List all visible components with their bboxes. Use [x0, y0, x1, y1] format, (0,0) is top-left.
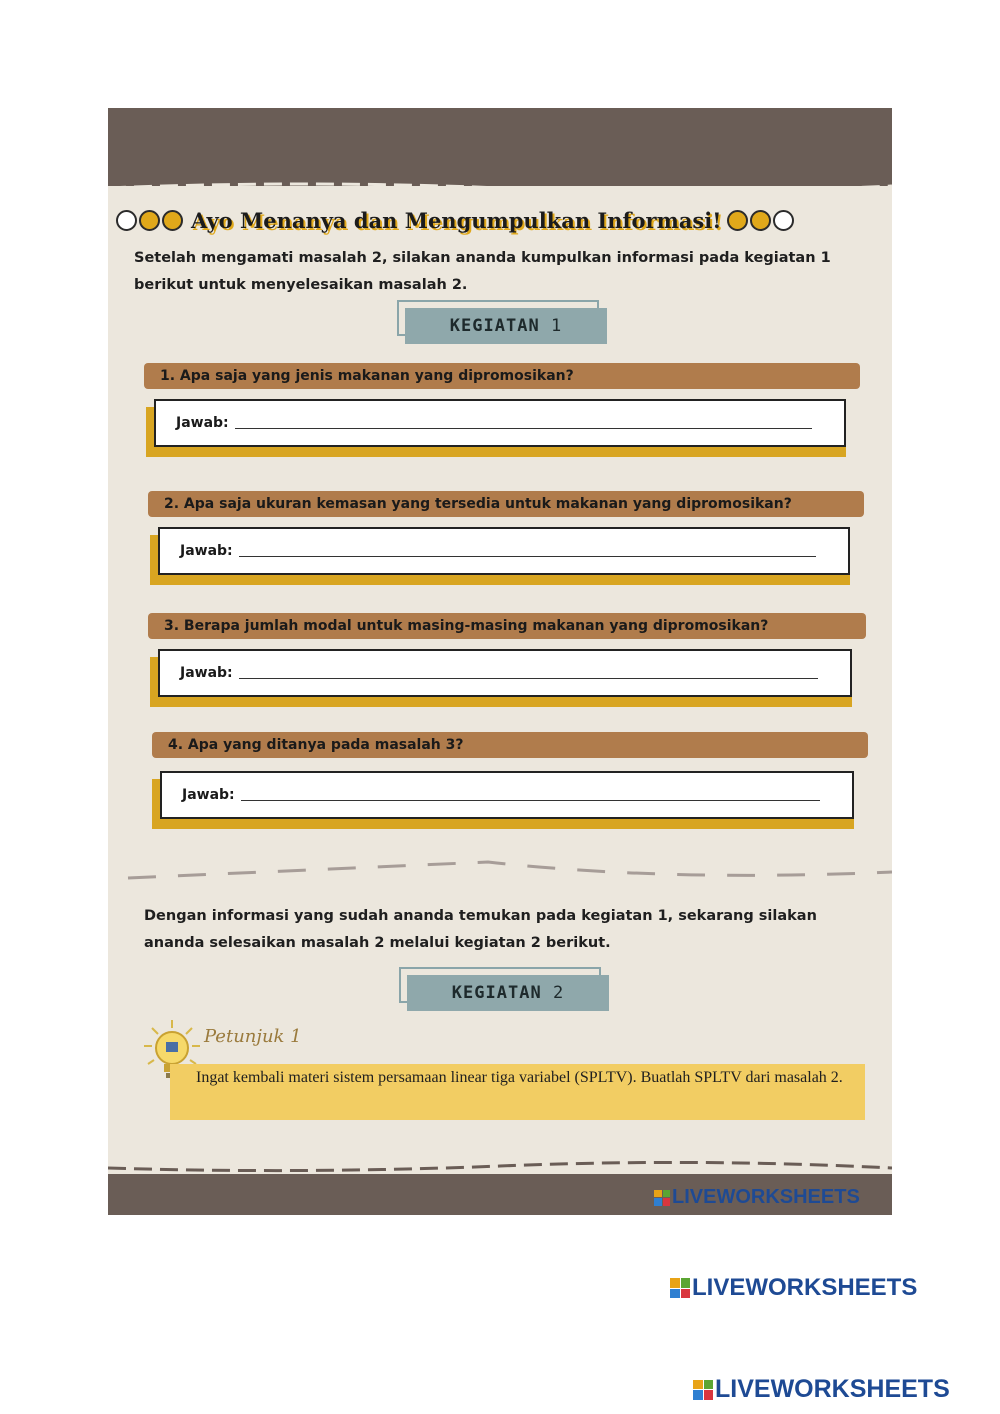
answer-4[interactable] — [152, 771, 854, 827]
question-text: 3. Berapa jumlah modal untuk masing-masing makanan yang dipromosikan? — [164, 618, 769, 634]
kegiatan-label-text: KEGIATAN — [449, 316, 540, 336]
question-4 — [152, 732, 868, 758]
answer-2[interactable] — [150, 527, 850, 583]
answer-1[interactable] — [146, 399, 846, 455]
question-text: 4. Apa yang ditanya pada masalah 3? — [168, 737, 464, 753]
answer-label: Jawab: — [180, 665, 233, 681]
answer-label: Jawab: — [182, 787, 235, 803]
kegiatan-number: 2 — [552, 983, 565, 1003]
answer-line[interactable] — [239, 556, 816, 557]
kegiatan-label-text: KEGIATAN — [451, 983, 542, 1003]
middle-dashed-divider — [108, 856, 892, 886]
circle-icon — [116, 210, 137, 231]
top-dashed-divider — [108, 178, 892, 198]
brand-logo-icon — [693, 1380, 713, 1400]
brand-name: LIVEWORKSHEETS — [692, 1274, 918, 1301]
brand-watermark-inner — [654, 1186, 860, 1209]
answer-line[interactable] — [235, 428, 812, 429]
circle-icon — [162, 210, 183, 231]
brand-name: LIVEWORKSHEETS — [672, 1186, 860, 1208]
intro-text: Setelah mengamati masalah 2, silakan ananda kumpulkan informasi pada kegiatan 1 berikut untuk menyelesaikan masalah 2. — [134, 250, 831, 293]
brand-logo-icon — [654, 1190, 670, 1206]
instruction-paragraph: Dengan informasi yang sudah ananda temukan pada kegiatan 1, sekarang silakan ananda selesaikan masalah 2 melalui kegiatan 2 berikut. — [144, 908, 817, 951]
answer-line[interactable] — [239, 678, 818, 679]
question-text: 2. Apa saja ukuran kemasan yang tersedia untuk makanan yang dipromosikan? — [164, 496, 792, 512]
title-row — [116, 205, 886, 235]
question-1 — [144, 363, 860, 389]
brand-logo-icon — [670, 1278, 690, 1298]
answer-label: Jawab: — [176, 415, 229, 431]
answer-label: Jawab: — [180, 543, 233, 559]
hint-text: Ingat kembali materi sistem persamaan linear tiga variabel (SPLTV). Buatlah SPLTV dari masalah 2. — [196, 1069, 843, 1086]
brand-name: LIVEWORKSHEETS — [715, 1375, 950, 1403]
question-2 — [148, 491, 864, 517]
brand-watermark-1 — [670, 1274, 917, 1302]
kegiatan-2-label — [399, 967, 606, 1009]
kegiatan-1-label — [397, 300, 604, 342]
circle-icon — [139, 210, 160, 231]
question-text: 1. Apa saja yang jenis makanan yang dipromosikan? — [160, 368, 574, 384]
circle-icon — [750, 210, 771, 231]
circle-icon — [727, 210, 748, 231]
brand-watermark-2 — [693, 1375, 950, 1404]
page-title: Ayo Menanya dan Mengumpulkan Informasi! — [191, 207, 722, 233]
kegiatan-number: 1 — [550, 316, 563, 336]
top-band — [108, 108, 892, 186]
question-3 — [148, 613, 866, 639]
worksheet-page — [108, 108, 892, 1215]
petunjuk-label: Petunjuk 1 — [204, 1026, 302, 1047]
answer-3[interactable] — [150, 649, 852, 705]
circle-icon — [773, 210, 794, 231]
answer-line[interactable] — [241, 800, 820, 801]
